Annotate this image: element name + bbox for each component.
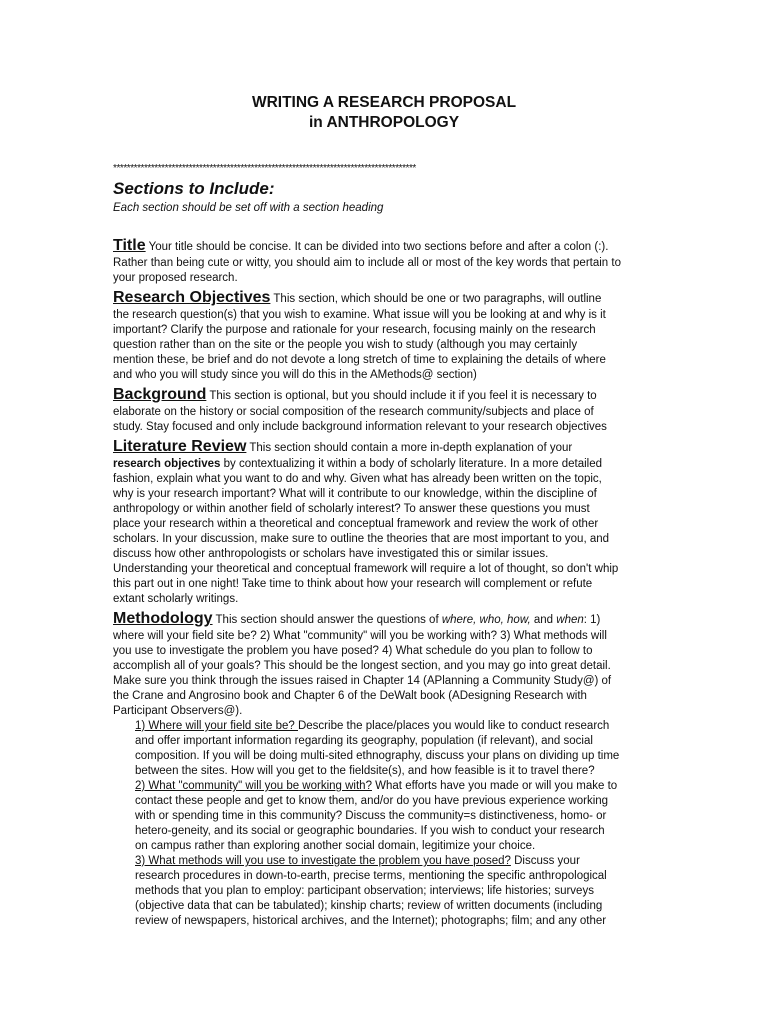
section-line [113,288,663,308]
section-heading-research-objectives: Research Objectives [113,289,271,306]
section-literature-review [113,437,663,607]
section-line: mention these, be brief and do not devote a long stretch of time to explaining the details of where [113,354,606,366]
section-line: this part out in one night! Take time to think about how your research will complement or refute [113,578,593,590]
section-line [113,437,663,457]
section-line: extant scholarly writings. [113,593,239,605]
section-line: Understanding your theoretical and conceptual framework will require a lot of thought, so don't whip [113,563,619,575]
italic-when: when [556,614,584,626]
section-line: and who you will study since you will do this in the AMethods@ section) [113,369,477,381]
section-line: fashion, explain what you want to do and why. Given what has already been written on the topic, [113,473,602,485]
methodology-subsection-field-site [135,719,665,779]
section-text: and [530,614,557,626]
section-line: hetero-geneity, and its social or geographic boundaries. If you wish to conduct your research [135,825,605,837]
section-line: your proposed research. [113,272,238,284]
section-text: What efforts have you made or will you make to [371,780,618,792]
section-line: elaborate on the history or social composition of the research community/subjects and place of [113,406,594,418]
section-line: and offer important information regarding its geography, population (if relevant), and social [135,735,593,747]
section-line [113,385,663,405]
section-text: This section should answer the questions of [212,614,442,626]
section-line [135,854,665,869]
section-text: This section is optional, but you should include it if you feel it is necessary to [206,390,597,402]
methodology-subsection-methods [135,854,665,929]
section-line: discuss how other anthropologists or scholars have investigated this or similar issues. [113,548,549,560]
section-line: composition. If you will be doing multi-sited ethnography, discuss your plans on dividing up time [135,750,620,762]
section-text: This section should contain a more in-depth explanation of your [246,442,573,454]
document-title [0,93,768,133]
section-line: with or spending time in this community? Discuss the community=s distinctiveness, homo- or [135,810,607,822]
section-line: where will your field site be? 2) What "community" will you be working with? 3) What methods will [113,630,607,642]
section-text: Describe the place/places you would like to conduct research [297,720,610,732]
sections-subheading: Each section should be set off with a section heading [113,202,384,214]
section-line: (objective data that can be tabulated); kinship charts; review of written documents (including [135,900,603,912]
section-line: why is your research important? What will it contribute to our knowledge, within the discipline of [113,488,597,500]
section-line [135,719,665,734]
section-line: research procedures in down-to-earth, precise terms, mentioning the specific anthropological [135,870,607,882]
bold-phrase: research objectives [113,458,221,470]
section-line: study. Stay focused and only include background information relevant to your research objectives [113,421,607,433]
section-text: : 1) [583,614,601,626]
section-line: question rather than on the site or the people you wish to study (although you may certainly [113,339,578,351]
section-line: place your research within a theoretical and conceptual framework and review the work of other [113,518,599,530]
asterisk-divider: **************************************************************************************** [113,163,416,174]
subsection-question: 3) What methods will you use to investigate the problem you have posed? [135,855,511,867]
section-line: accomplish all of your goals? This should be the longest section, and you may go into great detail. [113,660,611,672]
section-line: between the sites. How will you get to the fieldsite(s), and how feasible is it to travel there? [135,765,595,777]
section-line [113,609,663,629]
section-line: on campus rather than exploring another social domain, legitimize your choice. [135,840,536,852]
section-line: Rather than being cute or witty, you should aim to include all or most of the key words that pertain to [113,257,621,269]
section-line [113,236,663,256]
methodology-subsection-community [135,779,665,854]
section-text: Your title should be concise. It can be divided into two sections before and after a colon (:). [145,241,609,253]
section-line: important? Clarify the purpose and rationale for your research, focusing mainly on the research [113,324,596,336]
section-line: scholars. In your discussion, make sure to outline the theories that are most important to you, and [113,533,610,545]
section-heading-methodology: Methodology [113,610,213,627]
section-text: by contextualizing it within a body of scholarly literature. In a more detailed [220,458,603,470]
section-heading-title: Title [113,237,146,254]
section-research-objectives [113,288,663,383]
section-background [113,385,663,435]
title-line-2: in ANTHROPOLOGY [308,114,460,131]
title-line-1: WRITING A RESEARCH PROPOSAL [251,94,517,111]
section-line [113,457,663,472]
section-line: contact these people and get to know them, and/or do you have previous experience working [135,795,609,807]
section-line: the research question(s) that you wish to examine. What issue will you be looking at and why is it [113,309,606,321]
section-line: Participant Observers@). [113,705,243,717]
subsection-question: 1) Where will your field site be? [135,720,298,732]
italic-questions: where, who, how, [441,614,531,626]
section-line [135,779,665,794]
section-title [113,236,663,286]
section-line: anthropology or within another field of scholarly interest? To answer these questions you must [113,503,590,515]
section-text: This section, which should be one or two paragraphs, will outline [270,293,602,305]
section-heading-literature-review: Literature Review [113,438,247,455]
subsection-question: 2) What "community" will you be working with? [135,780,372,792]
section-line: Make sure you think through the issues raised in Chapter 14 (APlanning a Community Study@) of [113,675,612,687]
document-body [113,236,663,929]
section-line: you use to investigate the problem you have posed? 4) What schedule do you plan to follow to [113,645,593,657]
section-methodology [113,609,663,929]
section-text: Discuss your [510,855,580,867]
section-heading-background: Background [113,386,207,403]
section-line: methods that you plan to employ: participant observation; interviews; life histories; surveys [135,885,594,897]
sections-heading: Sections to Include: [113,179,275,198]
section-line: the Crane and Angrosino book and Chapter 6 of the DeWalt book (ADesigning Research with [113,690,587,702]
section-line: review of newspapers, historical archives, and the Internet); photographs; film; and any other [135,915,607,927]
